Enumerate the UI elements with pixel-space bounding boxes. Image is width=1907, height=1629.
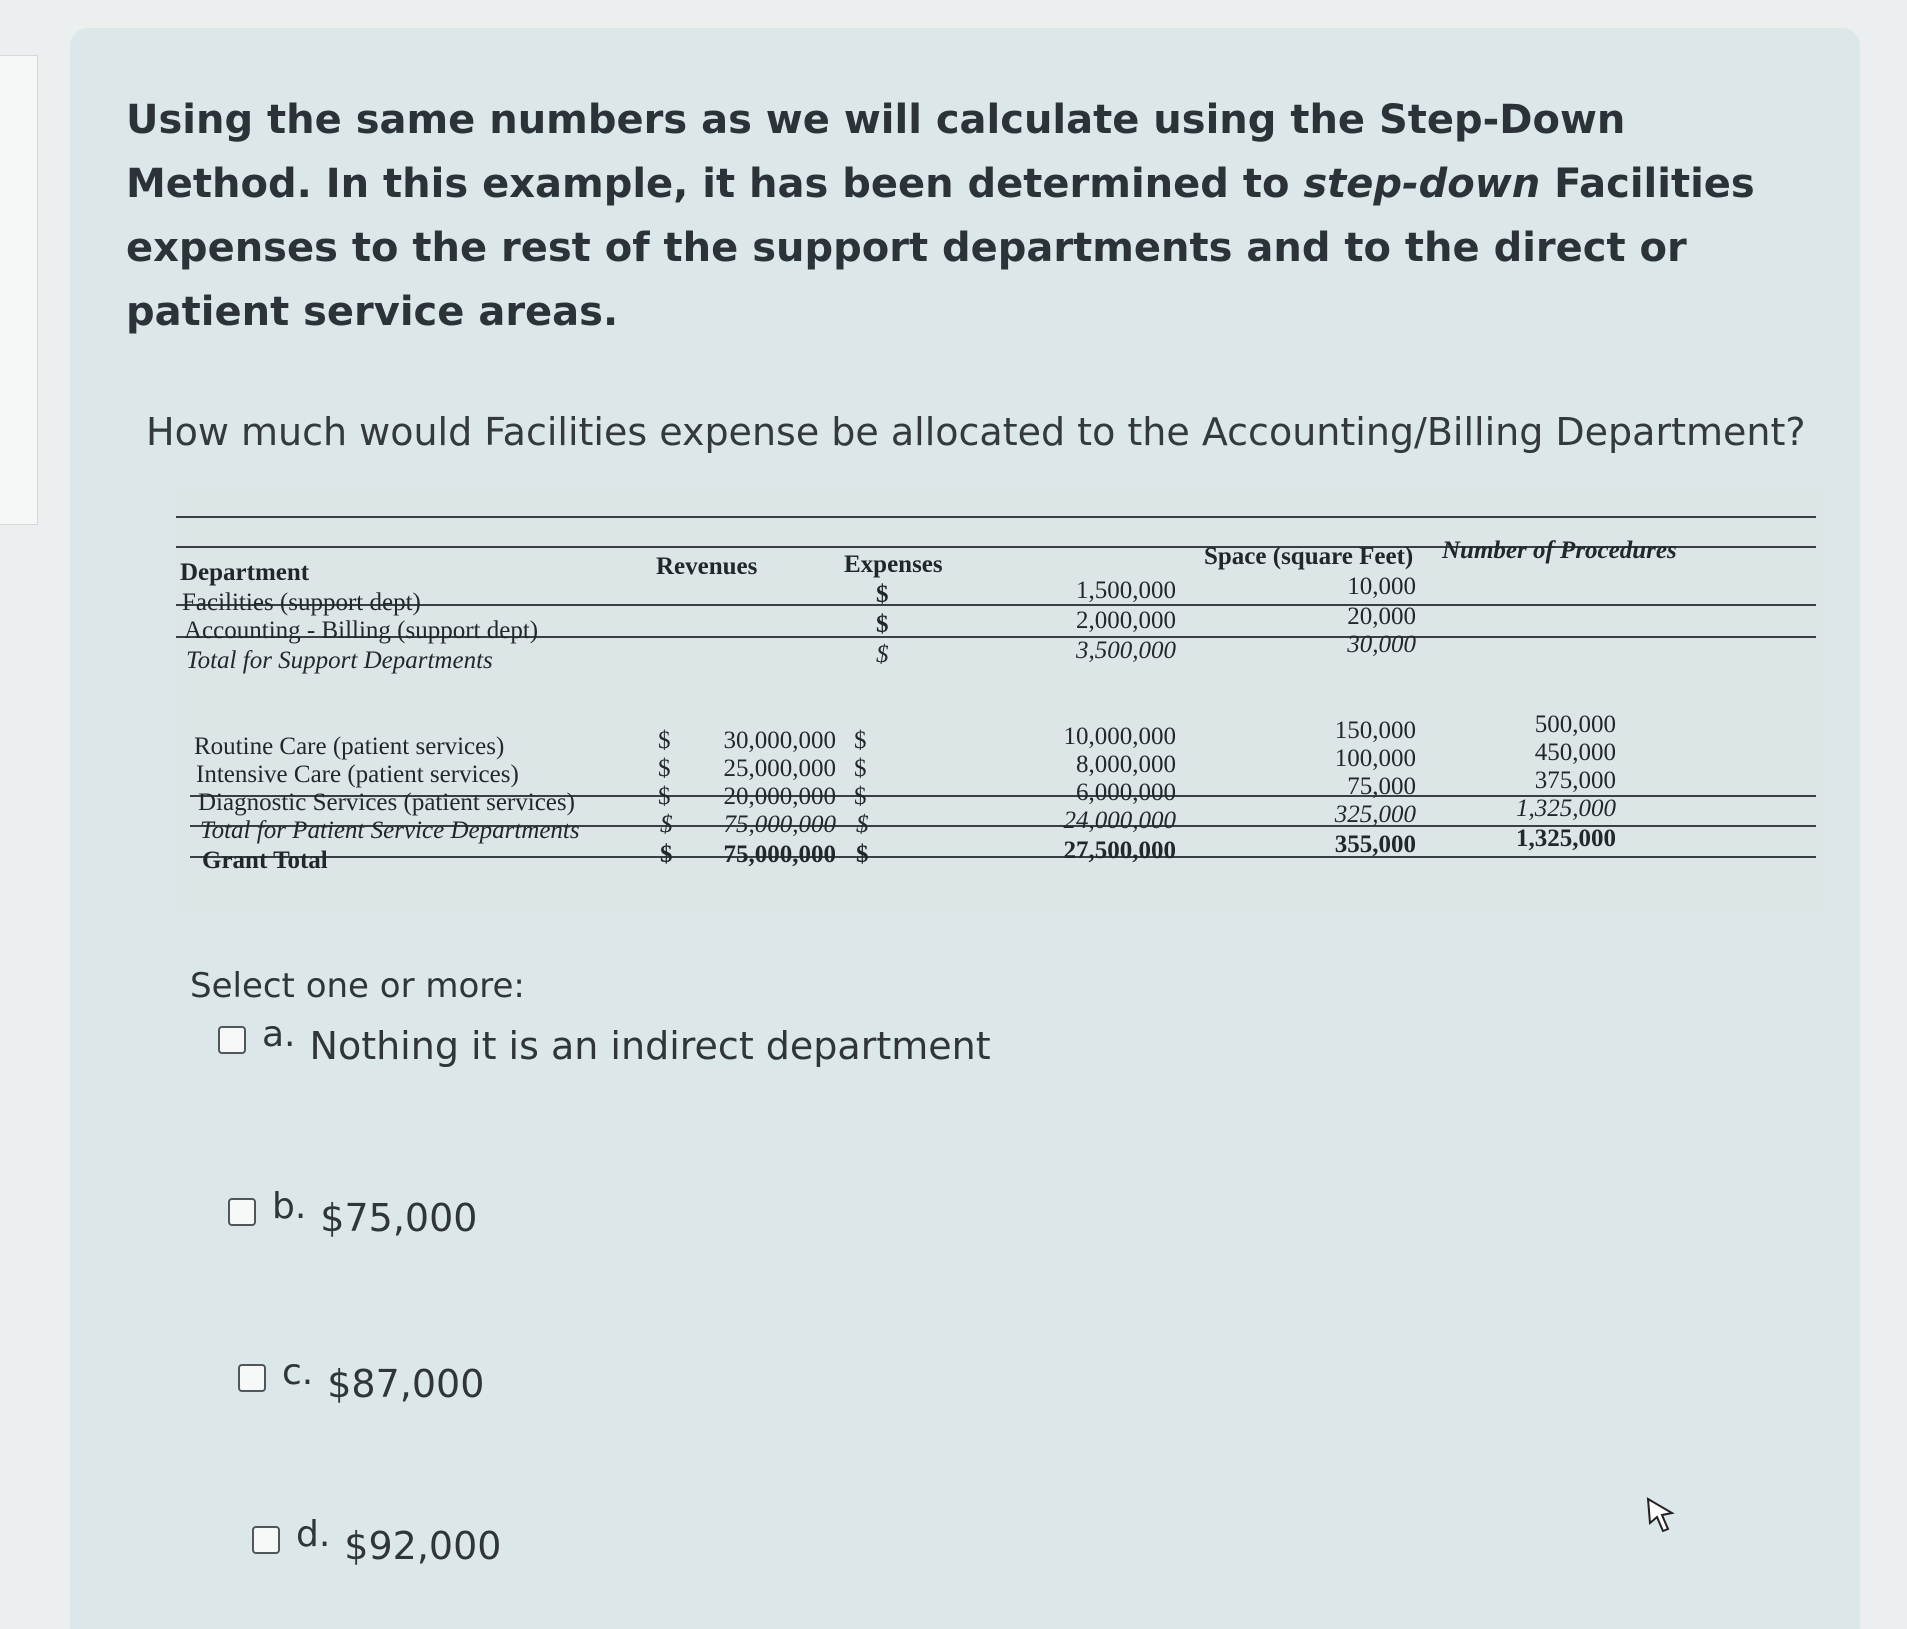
data-table-image (176, 488, 1826, 912)
support-total-label: Total for Support Departments (186, 647, 493, 674)
grand-total-revenues: 75,000,000 (723, 841, 836, 868)
diagnostic-procedures: 375,000 (1534, 767, 1616, 794)
table-top-rule (176, 516, 1816, 518)
option-c-text: $87,000 (327, 1362, 485, 1406)
support-total-space: 30,000 (1347, 631, 1416, 658)
diagnostic-expenses: 6,000,000 (1076, 779, 1176, 806)
grand-total-expenses: 27,500,000 (1063, 837, 1176, 864)
option-c[interactable] (238, 1351, 485, 1406)
patient-total-revenue-symbol: $ (660, 811, 673, 838)
diagnostic-expense-symbol: $ (854, 783, 867, 810)
intensive-care-expense-symbol: $ (854, 755, 867, 782)
routine-care-revenues: 30,000,000 (723, 727, 836, 754)
patient-total-expense-symbol: $ (856, 811, 869, 838)
left-side-strip (0, 55, 38, 525)
diagnostic-space: 75,000 (1347, 773, 1416, 800)
routine-care-space: 150,000 (1334, 717, 1416, 744)
facilities-row-label: Facilities (support dept) (182, 589, 421, 616)
patient-total-procedures: 1,325,000 (1516, 795, 1616, 822)
option-d-letter: d. (296, 1513, 331, 1555)
diagnostic-revenues: 20,000,000 (723, 783, 836, 810)
grand-total-space: 355,000 (1334, 831, 1416, 858)
table-bottom-rule (190, 856, 1816, 858)
intensive-care-expenses: 8,000,000 (1076, 751, 1176, 778)
subquestion-text: How much would Facilities expense be allocated to the Accounting/Billing Department? (146, 410, 1806, 454)
accounting-space: 20,000 (1347, 603, 1416, 630)
intensive-care-procedures: 450,000 (1534, 739, 1616, 766)
option-a[interactable] (218, 1013, 991, 1068)
intensive-care-revenues: 25,000,000 (723, 755, 836, 782)
facilities-expenses: 1,500,000 (1076, 577, 1176, 604)
option-b-checkbox[interactable] (228, 1198, 256, 1226)
question-text (126, 88, 1806, 344)
option-b[interactable] (228, 1185, 478, 1240)
support-total-expense-symbol: $ (876, 641, 889, 668)
option-b-text: $75,000 (320, 1196, 478, 1240)
support-total-expenses: 3,500,000 (1076, 637, 1176, 664)
header-procedures: Number of Procedures (1442, 537, 1677, 564)
accounting-row-label: Accounting - Billing (support dept) (184, 617, 539, 644)
patient-total-label: Total for Patient Service Departments (200, 817, 580, 844)
option-a-text: Nothing it is an indirect department (309, 1024, 991, 1068)
grand-total-revenue-symbol: $ (660, 841, 673, 868)
patient-total-space: 325,000 (1334, 801, 1416, 828)
routine-care-revenue-symbol: $ (658, 727, 671, 754)
question-part2: Facilities expenses to the rest of the support departments and to the direct or patient service areas. (126, 161, 1755, 335)
option-b-letter: b. (272, 1185, 307, 1227)
option-d-text: $92,000 (344, 1524, 502, 1568)
patient-total-revenues: 75,000,000 (723, 811, 836, 838)
grand-total-label: Grant Total (202, 847, 328, 874)
header-department: Department (180, 559, 310, 586)
header-expenses: Expenses (844, 551, 943, 578)
accounting-expense-symbol: $ (876, 611, 889, 638)
intensive-care-revenue-symbol: $ (658, 755, 671, 782)
diagnostic-revenue-symbol: $ (658, 783, 671, 810)
routine-care-procedures: 500,000 (1534, 711, 1616, 738)
support-subtotal-rule (176, 604, 1816, 606)
facilities-expense-symbol: $ (876, 581, 889, 608)
option-d[interactable] (252, 1513, 502, 1568)
intensive-care-space: 100,000 (1334, 745, 1416, 772)
accounting-expenses: 2,000,000 (1076, 607, 1176, 634)
question-emphasis: step-down (1303, 161, 1541, 207)
mouse-pointer-icon (1644, 1495, 1678, 1535)
diagnostic-label: Diagnostic Services (patient services) (198, 789, 575, 816)
facilities-space: 10,000 (1347, 573, 1416, 600)
select-instruction: Select one or more: (190, 966, 525, 1006)
grand-total-expense-symbol: $ (856, 841, 869, 868)
patient-total-expenses: 24,000,000 (1063, 807, 1176, 834)
routine-care-label: Routine Care (patient services) (194, 733, 505, 760)
question-part1: Using the same numbers as we will calculate using the Step-Down Method. In this example, it has been determined to (126, 97, 1626, 207)
option-a-letter: a. (262, 1013, 296, 1055)
intensive-care-label: Intensive Care (patient services) (196, 761, 519, 788)
option-a-checkbox[interactable] (218, 1026, 246, 1054)
option-c-checkbox[interactable] (238, 1364, 266, 1392)
routine-care-expenses: 10,000,000 (1063, 723, 1176, 750)
header-revenues: Revenues (656, 553, 758, 580)
header-space: Space (square Feet) (1204, 543, 1414, 570)
option-d-checkbox[interactable] (252, 1526, 280, 1554)
option-c-letter: c. (282, 1351, 314, 1393)
grand-total-procedures: 1,325,000 (1516, 825, 1616, 852)
routine-care-expense-symbol: $ (854, 727, 867, 754)
